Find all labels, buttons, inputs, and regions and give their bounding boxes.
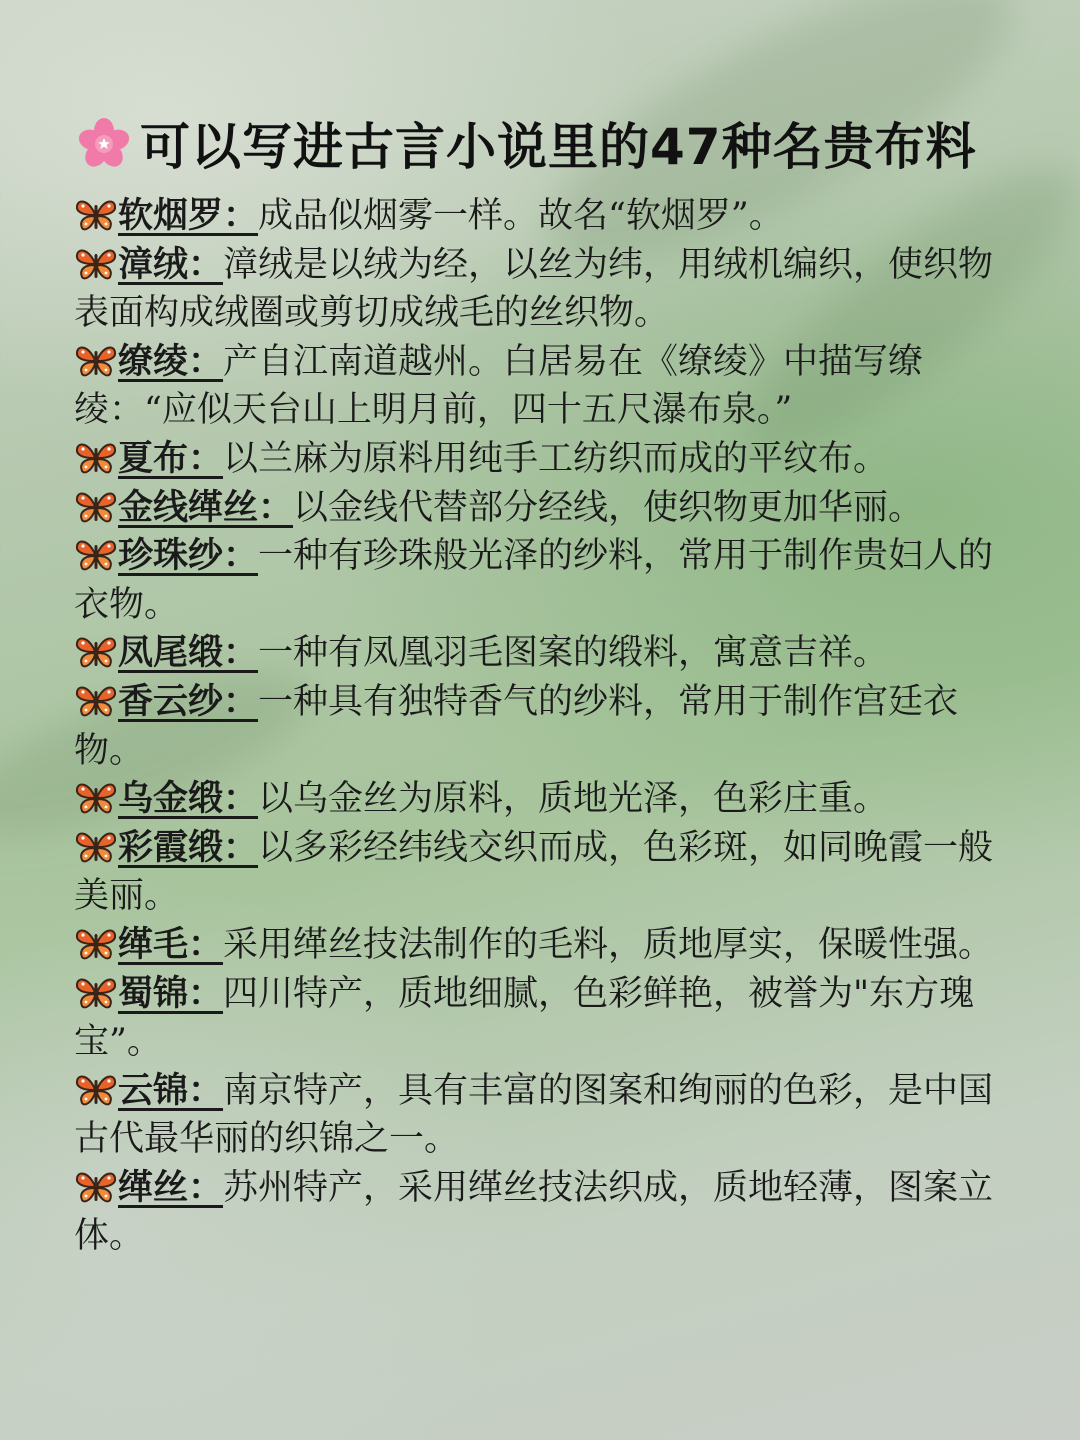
- butterfly-icon: [74, 634, 118, 670]
- fabric-term: 香云纱：: [118, 681, 259, 722]
- fabric-entry: [74, 338, 994, 435]
- fabric-term: 蜀锦：: [118, 973, 224, 1014]
- fabric-entry: [74, 824, 994, 921]
- cherry-blossom-icon: [76, 115, 132, 171]
- fabric-term: 凤尾缎：: [118, 633, 259, 674]
- fabric-description: 南京特产，具有丰富的图案和绚丽的色彩，是中国古代最华丽的织锦之一。: [74, 1070, 994, 1160]
- fabric-term: 缂丝：: [118, 1167, 224, 1208]
- fabric-term: 夏布：: [118, 438, 224, 479]
- fabric-term: 软烟罗：: [118, 196, 259, 236]
- fabric-term: 漳绒：: [118, 244, 224, 285]
- butterfly-icon: [74, 926, 118, 962]
- fabric-term: 云锦：: [118, 1070, 224, 1111]
- fabric-description: 苏州特产，采用缂丝技法织成，质地轻薄，图案立体。: [74, 1167, 994, 1257]
- butterfly-icon: [74, 975, 118, 1011]
- fabric-description: 以兰麻为原料用纯手工纺织而成的平纹布。: [223, 438, 889, 479]
- page-title: [76, 108, 1016, 178]
- butterfly-icon: [74, 829, 118, 865]
- butterfly-icon: [74, 246, 118, 282]
- fabric-term: 珍珠纱：: [118, 536, 259, 577]
- fabric-description: 以金线代替部分经线，使织物更加华丽。: [293, 487, 924, 528]
- fabric-description: 成品似烟雾一样。故名“软烟罗”。: [258, 196, 784, 236]
- fabric-term: 彩霞缎：: [118, 827, 259, 868]
- fabric-description: 漳绒是以绒为经，以丝为纬，用绒机编织，使织物表面构成绒圈或剪切成绒毛的丝织物。: [74, 244, 994, 334]
- fabric-description: 以多彩经纬线交织而成，色彩斑，如同晚霞一般美丽。: [74, 827, 994, 917]
- butterfly-icon: [74, 1072, 118, 1108]
- butterfly-icon: [74, 537, 118, 573]
- fabric-description: 一种有珍珠般光泽的纱料，常用于制作贵妇人的衣物。: [74, 536, 994, 625]
- page-title-text: 可以写进古言小说里的47种名贵布料: [140, 118, 977, 176]
- fabric-entry: [74, 532, 994, 629]
- fabric-entry: [74, 1067, 994, 1164]
- butterfly-icon: [74, 489, 118, 525]
- fabric-entry: [74, 484, 994, 533]
- butterfly-icon: [74, 780, 118, 816]
- butterfly-icon: [74, 343, 118, 379]
- fabric-term: 乌金缎：: [118, 779, 259, 820]
- fabric-term: 金线缂丝：: [118, 487, 294, 528]
- fabric-term: 缭绫：: [118, 341, 224, 382]
- fabric-description: 四川特产，质地细腻，色彩鲜艳，被誉为"东方瑰宝”。: [74, 973, 975, 1063]
- fabric-description: 以乌金丝为原料，质地光泽，色彩庄重。: [258, 779, 889, 820]
- fabric-entry: [74, 775, 994, 824]
- fabric-entry: [74, 921, 994, 970]
- fabric-term: 缂毛：: [118, 924, 224, 965]
- fabric-entry: [74, 1164, 994, 1261]
- fabric-entry: [74, 629, 994, 678]
- fabric-description: 一种具有独特香气的纱料，常用于制作宫廷衣物。: [74, 681, 959, 771]
- butterfly-icon: [74, 683, 118, 719]
- fabric-list: [74, 192, 994, 1261]
- fabric-entry: [74, 241, 994, 338]
- butterfly-icon: [74, 440, 118, 476]
- fabric-entry: [74, 678, 994, 775]
- butterfly-icon: [74, 1169, 118, 1205]
- fabric-description: 采用缂丝技法制作的毛料，质地厚实，保暖性强。: [223, 924, 994, 965]
- fabric-entry: [74, 970, 994, 1067]
- fabric-entry: [74, 192, 994, 241]
- butterfly-icon: [74, 197, 118, 233]
- fabric-description: 一种有凤凰羽毛图案的缎料，寓意吉祥。: [258, 633, 889, 674]
- fabric-description: 产自江南道越州。白居易在《缭绫》中描写缭绫：“应似天台山上明月前，四十五尺瀑布泉。”: [74, 341, 924, 431]
- fabric-entry: [74, 435, 994, 484]
